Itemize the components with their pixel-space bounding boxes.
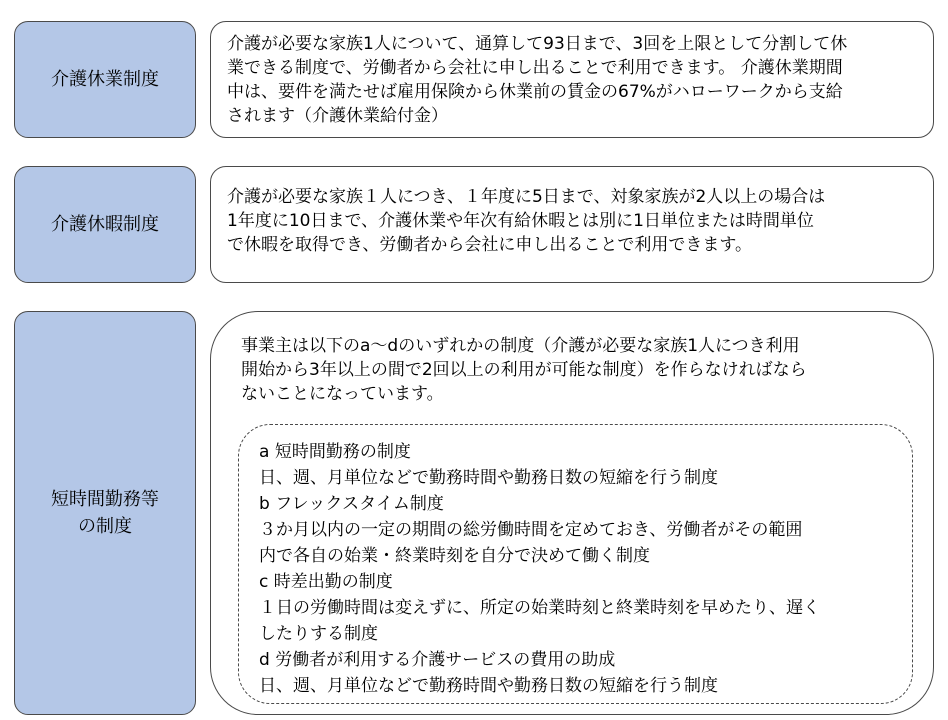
desc-line: されます（介護休業給付金） [227,106,448,126]
label-kaigo-kyugyo [14,21,196,138]
option-desc-c: １日の労働時間は変えずに、所定の始業時刻と終業時刻を早めたり、遅く [259,598,820,618]
option-heading-c: c 時差出勤の制度 [259,572,393,592]
desc-kaigo-kyuka [210,166,934,283]
label-line: の制度 [78,516,132,537]
label-line: 短時間勤務等 [51,489,159,510]
option-heading-b: b フレックスタイム制度 [259,494,444,514]
desc-tanjikan-kinmu [210,311,934,715]
intro-line: ないことになっています。 [241,384,444,404]
desc-line: 中は、要件を満たせば雇用保険から休業前の賃金の67%がハローワークから支給 [227,82,843,102]
option-heading-d: d 労働者が利用する介護サービスの費用の助成 [259,650,616,670]
label-kaigo-kyuka [14,166,196,283]
desc-kaigo-kyugyo [210,21,934,138]
desc-line: 1年度に10日まで、介護休業や年次有給休暇とは別に1日単位または時間単位 [227,211,814,231]
label-text: 介護休暇制度 [51,214,159,235]
option-desc-a: 日、週、月単位などで勤務時間や勤務日数の短縮を行う制度 [259,468,718,488]
label-tanjikan-kinmu [14,311,196,715]
desc-line: 介護が必要な家族1人について、通算して93日まで、3回を上限として分割して休 [227,34,848,54]
option-desc-b: 内で各自の始業・終業時刻を自分で決めて働く制度 [259,546,650,566]
options-list [238,424,913,704]
option-heading-a: a 短時間勤務の制度 [259,442,411,462]
label-text [41,486,169,540]
desc-line: で休暇を取得でき、労働者から会社に申し出ることで利用できます。 [227,235,752,255]
desc-line: 介護が必要な家族１人につき、１年度に5日まで、対象家族が2人以上の場合は [227,187,826,207]
option-desc-c: したりする制度 [259,624,378,644]
option-desc-b: ３か月以内の一定の期間の総労働時間を定めておき、労働者がその範囲 [259,520,803,540]
desc-line: 業できる制度で、労働者から会社に申し出ることで利用できます。 介護休業期間 [227,58,843,78]
label-text: 介護休業制度 [51,69,159,90]
option-desc-d: 日、週、月単位などで勤務時間や勤務日数の短縮を行う制度 [259,676,718,696]
intro-line: 開始から3年以上の間で2回以上の利用が可能な制度）を作らなければなら [241,360,807,380]
intro-line: 事業主は以下のa～dのいずれかの制度（介護が必要な家族1人につき利用 [241,336,800,356]
